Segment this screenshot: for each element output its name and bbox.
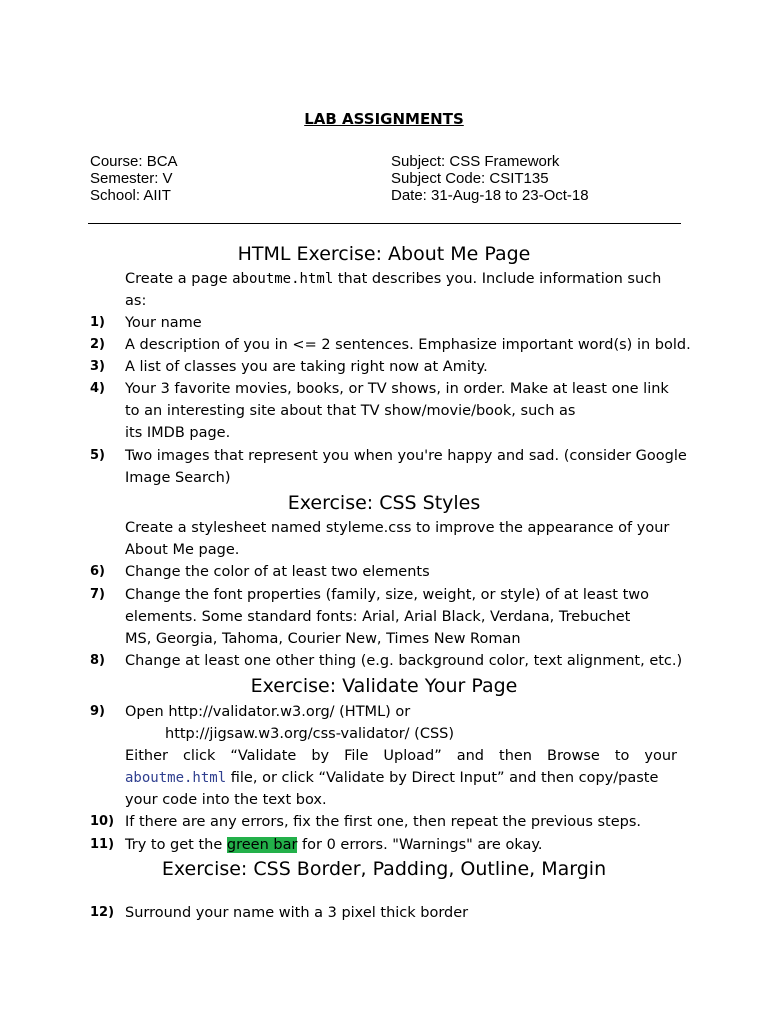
subject-code-label: Subject Code: CSIT135 (391, 170, 549, 187)
section-heading-css: Exercise: CSS Styles (287, 492, 481, 514)
list-item: Surround your name with a 3 pixel thick border (125, 905, 469, 921)
list-item-cont: MS, Georgia, Tahoma, Courier New, Times New Roman (125, 631, 521, 647)
list-item: Two images that represent you when you're happy and sad. (consider Google (125, 448, 687, 464)
semester-label: Semester: V (90, 170, 173, 187)
code-filename: aboutme.html (125, 770, 227, 786)
list-item: If there are any errors, fix the first one, then repeat the previous steps. (125, 814, 642, 830)
list-item: Change the font properties (family, size, weight, or style) of at least two (125, 587, 650, 603)
item-number: 4) (90, 381, 105, 396)
list-item: Open http://validator.w3.org/ (HTML) or (125, 704, 411, 720)
item-number: 6) (90, 564, 105, 579)
subject-label: Subject: CSS Framework (391, 153, 560, 170)
section-heading-html: HTML Exercise: About Me Page (237, 243, 531, 265)
list-item: A description of you in <= 2 sentences. Emphasize important word(s) in bold. (125, 337, 691, 353)
html-intro: Create a page aboutme.html that describes you. Include information such (125, 271, 662, 287)
list-item: Change at least one other thing (e.g. background color, text alignment, etc.) (125, 653, 683, 669)
item-number: 2) (90, 337, 105, 352)
green-bar-highlight: green bar (226, 837, 298, 853)
section-heading-border: Exercise: CSS Border, Padding, Outline, Margin (161, 858, 607, 880)
school-label: School: AIIT (90, 187, 171, 204)
item-number: 5) (90, 448, 105, 463)
page-title: LAB ASSIGNMENTS (304, 110, 464, 128)
list-item: A list of classes you are taking right now at Amity. (125, 359, 488, 375)
css-intro-line2: About Me page. (125, 542, 240, 558)
validator-url-css: http://jigsaw.w3.org/css-validator/ (CSS) (165, 726, 455, 742)
code-filename: aboutme.html (232, 271, 334, 287)
list-item-cont: its IMDB page. (125, 425, 231, 441)
section-heading-validate: Exercise: Validate Your Page (250, 675, 518, 697)
list-item: Your name (125, 315, 202, 331)
item-number: 3) (90, 359, 105, 374)
list-item-cont: aboutme.html file, or click “Validate by Direct Input” and then copy/paste (125, 770, 659, 786)
item-number: 10) (90, 814, 115, 829)
html-intro-line2: as: (125, 293, 147, 309)
course-label: Course: BCA (90, 153, 178, 170)
divider (88, 223, 681, 224)
list-item-cont: elements. Some standard fonts: Arial, Arial Black, Verdana, Trebuchet (125, 609, 631, 625)
list-item-cont: your code into the text box. (125, 792, 327, 808)
list-item-cont: Image Search) (125, 470, 231, 486)
list-item-cont: to an interesting site about that TV show/movie/book, such as (125, 403, 576, 419)
list-item: Change the color of at least two elements (125, 564, 430, 580)
item-number: 7) (90, 587, 105, 602)
list-item: Your 3 favorite movies, books, or TV shows, in order. Make at least one link (125, 381, 669, 397)
item-number: 11) (90, 837, 115, 852)
list-item: Try to get the green bar for 0 errors. "Warnings" are okay. (125, 837, 543, 853)
item-number: 1) (90, 315, 105, 330)
item-number: 8) (90, 653, 105, 668)
item-number: 9) (90, 704, 105, 719)
date-label: Date: 31-Aug-18 to 23-Oct-18 (391, 187, 589, 204)
list-item-cont: Either click “Validate by File Upload” and then Browse to your (125, 748, 677, 764)
item-number: 12) (90, 905, 115, 920)
css-intro: Create a stylesheet named styleme.css to improve the appearance of your (125, 520, 670, 536)
